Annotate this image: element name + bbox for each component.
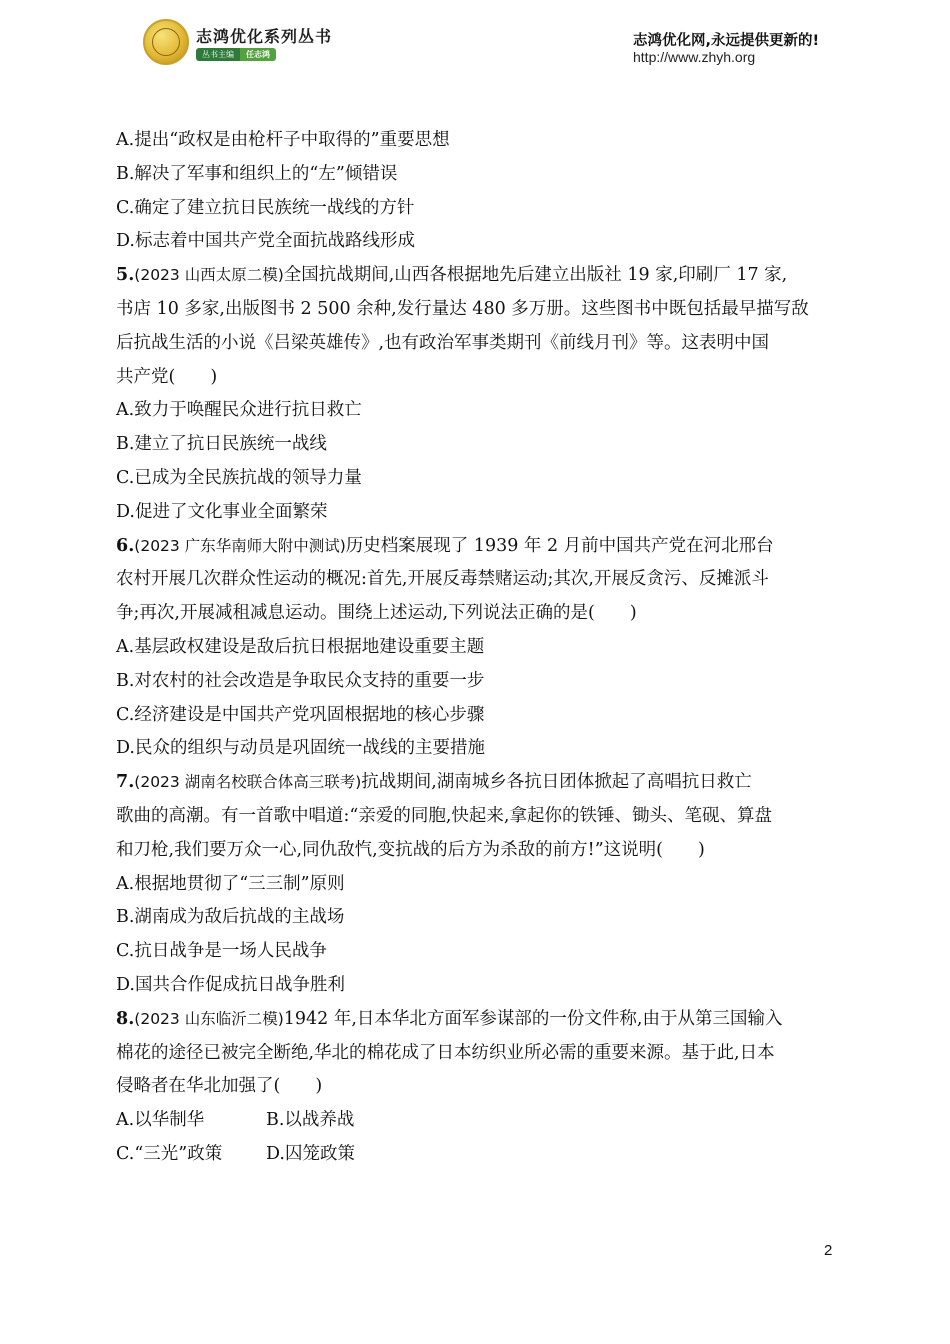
- option-line: B.湖南成为敌后抗战的主战场: [116, 907, 345, 928]
- question-6-stem-line: 6.(2023 广东华南师大附中测试)历史档案展现了 1939 年 2 月前中国共产党在河北邢台: [116, 535, 774, 556]
- option-c: C.“三光”政策: [116, 1143, 223, 1164]
- option-line: B.建立了抗日民族统一战线: [116, 434, 327, 455]
- question-source: (2023 湖南名校联合体高三联考): [134, 773, 362, 792]
- question-content: [116, 124, 836, 1172]
- option-row: [116, 1138, 836, 1172]
- header-url: http://www.zhyh.org: [633, 49, 756, 65]
- question-7-stem-line: 7.(2023 湖南名校联合体高三联考)抗战期间,湖南城乡各抗日团体掀起了高唱抗日救亡: [116, 772, 752, 793]
- stem-line: 后抗战生活的小说《吕梁英雄传》,也有政治军事类期刊《前线月刊》等。这表明中国: [116, 332, 770, 353]
- series-title: 志鸿优化系列丛书: [196, 27, 333, 46]
- option-a: A.以华制华: [116, 1110, 205, 1131]
- option-line: C.已成为全民族抗战的领导力量: [116, 467, 362, 488]
- logo-seal-ring: [152, 28, 180, 56]
- question-source: (2023 山西太原二模): [134, 266, 284, 285]
- question-number: 6: [116, 535, 129, 556]
- option-line: C.抗日战争是一场人民战争: [116, 941, 327, 962]
- question-source: (2023 广东华南师大附中测试): [134, 536, 346, 555]
- editor-name: 任志鸿: [240, 48, 276, 61]
- option-line: A.提出“政权是由枪杆子中取得的”重要思想: [116, 130, 450, 150]
- stem-line: 共产党( ): [116, 366, 218, 387]
- option-d: D.囚笼政策: [266, 1143, 355, 1164]
- editor-tag: [196, 48, 276, 61]
- option-line: C.经济建设是中国共产党巩固根据地的核心步骤: [116, 704, 485, 725]
- stem-line: 书店 10 多家,出版图书 2 500 余种,发行量达 480 多万册。这些图书中既包括最早描写敌: [116, 298, 809, 319]
- editor-label: 丛书主编: [196, 48, 240, 61]
- stem-text: 全国抗战期间,山西各根据地先后建立出版社 19 家,印刷厂 17 家,: [283, 265, 788, 286]
- stem-line: 歌曲的高潮。有一首歌中唱道:“亲爱的同胞,快起来,拿起你的铁锤、锄头、笔砚、算盘: [116, 805, 772, 826]
- question-5-stem-line: 5.(2023 山西太原二模)全国抗战期间,山西各根据地先后建立出版社 19 家,印刷厂 17 家,: [116, 265, 788, 286]
- page-number: 2: [824, 1242, 833, 1259]
- option-line: A.基层政权建设是敌后抗日根据地建设重要主题: [116, 636, 485, 657]
- option-line: C.确定了建立抗日民族统一战线的方针: [116, 197, 415, 218]
- stem-text: 历史档案展现了 1939 年 2 月前中国共产党在河北邢台: [345, 535, 774, 556]
- stem-line: 侵略者在华北加强了( ): [116, 1076, 323, 1097]
- option-line: D.民众的组织与动员是巩固统一战线的主要措施: [116, 738, 485, 759]
- option-line: D.国共合作促成抗日战争胜利: [116, 974, 345, 995]
- publisher-logo: [143, 19, 189, 65]
- option-line: D.促进了文化事业全面繁荣: [116, 501, 328, 522]
- option-b: B.以战养战: [266, 1110, 355, 1131]
- page-header: [0, 0, 950, 90]
- stem-line: 和刀枪,我们要万众一心,同仇敌忾,变抗战的后方为杀敌的前方!”这说明( ): [116, 839, 705, 860]
- question-8-stem-line: 8.(2023 山东临沂二模)1942 年,日本华北方面军参谋部的一份文件称,由于从第三国输入: [116, 1008, 783, 1029]
- question-source: (2023 山东临沂二模): [134, 1009, 284, 1028]
- stem-text: 1942 年,日本华北方面军参谋部的一份文件称,由于从第三国输入: [283, 1008, 783, 1029]
- question-number: 5: [116, 265, 129, 286]
- option-line: A.根据地贯彻了“三三制”原则: [116, 873, 345, 894]
- option-line: B.对农村的社会改造是争取民众支持的重要一步: [116, 670, 485, 691]
- option-line: B.解决了军事和组织上的“左”倾错误: [116, 163, 398, 184]
- stem-line: 棉花的途径已被完全断绝,华北的棉花成了日本纺织业所必需的重要来源。基于此,日本: [116, 1042, 775, 1063]
- option-row: [116, 1104, 836, 1138]
- option-line: A.致力于唤醒民众进行抗日救亡: [116, 400, 362, 421]
- stem-text: 抗战期间,湖南城乡各抗日团体掀起了高唱抗日救亡: [361, 772, 752, 793]
- question-number: 8: [116, 1008, 129, 1029]
- header-slogan: 志鸿优化网,永远提供更新的!: [633, 33, 820, 49]
- stem-line: 争;再次,开展减租减息运动。围绕上述运动,下列说法正确的是( ): [116, 603, 637, 624]
- option-line: D.标志着中国共产党全面抗战路线形成: [116, 231, 415, 252]
- question-number: 7: [116, 772, 129, 793]
- stem-line: 农村开展几次群众性运动的概况:首先,开展反毒禁赌运动;其次,开展反贪污、反摊派斗: [116, 569, 769, 590]
